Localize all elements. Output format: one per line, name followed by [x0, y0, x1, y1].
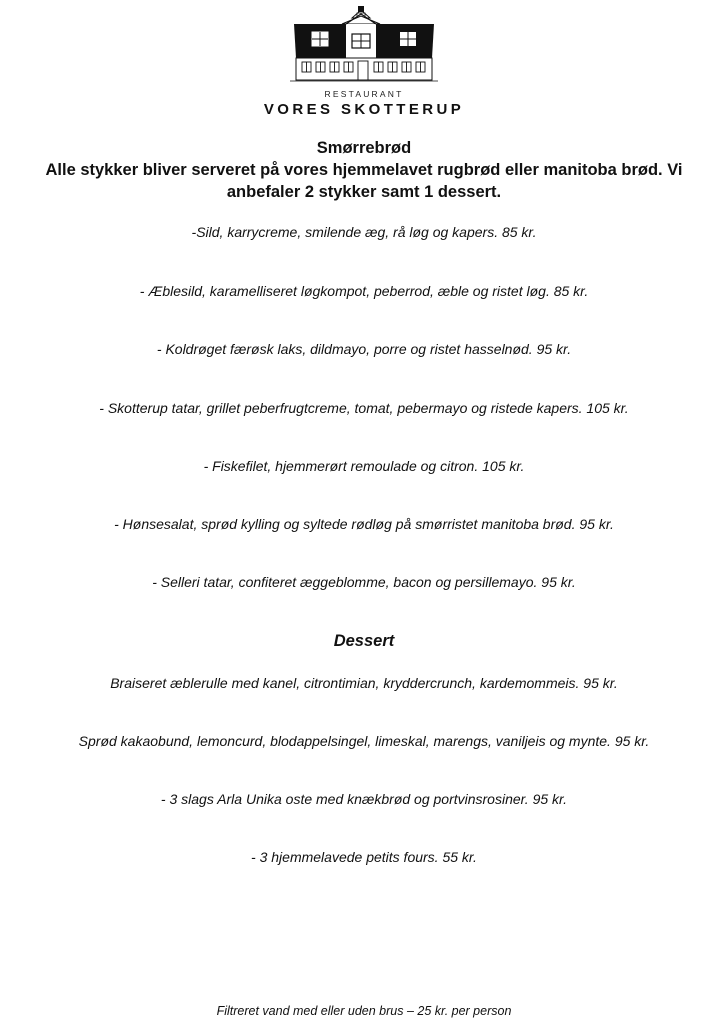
water-note: Filtreret vand med eller uden brus – 25 kr. per person	[216, 1004, 512, 1018]
dessert-item: Braiseret æblerulle med kanel, citrontimian, kryddercrunch, kardemommeis. 95 kr.	[110, 675, 618, 691]
menu-item: - Hønsesalat, sprød kylling og syltede rødløg på smørristet manitoba brød. 95 kr.	[114, 516, 614, 532]
dessert-item: - 3 slags Arla Unika oste med knækbrød og portvinsrosiner. 95 kr.	[160, 791, 568, 807]
house-logo-icon	[288, 4, 440, 86]
dessert-item: - 3 hjemmelavede petits fours. 55 kr.	[251, 849, 477, 865]
menu-item: - Selleri tatar, confiteret æggeblomme, bacon og persillemayo. 95 kr.	[152, 574, 576, 590]
logo-name: VORES SKOTTERUP	[263, 101, 465, 118]
restaurant-logo	[0, 0, 728, 125]
dessert-item: Sprød kakaobund, lemoncurd, blodappelsingel, limeskal, marengs, vaniljeis og mynte. 95 kr.	[78, 733, 650, 749]
intro-text: Alle stykker bliver serveret på vores hjemmelavet rugbrød eller manitoba brød. Vi anbefaler 2 stykker samt 1 dessert.	[45, 161, 683, 201]
menu-item: -Sild, karrycreme, smilende æg, rå løg og kapers. 85 kr.	[191, 224, 537, 240]
dessert-heading: Dessert	[333, 632, 395, 650]
logo-subtitle: RESTAURANT	[324, 89, 404, 99]
menu-item: - Æblesild, karamelliseret løgkompot, peberrod, æble og ristet løg. 85 kr.	[139, 283, 589, 299]
section-title: Smørrebrød	[316, 139, 412, 157]
menu-item: - Koldrøget færøsk laks, dildmayo, porre og ristet hasselnød. 95 kr.	[156, 341, 572, 357]
menu-item: - Skotterup tatar, grillet peberfrugtcreme, tomat, pebermayo og ristede kapers. 105 kr.	[99, 400, 629, 416]
menu-item: - Fiskefilet, hjemmerørt remoulade og citron. 105 kr.	[203, 458, 525, 474]
